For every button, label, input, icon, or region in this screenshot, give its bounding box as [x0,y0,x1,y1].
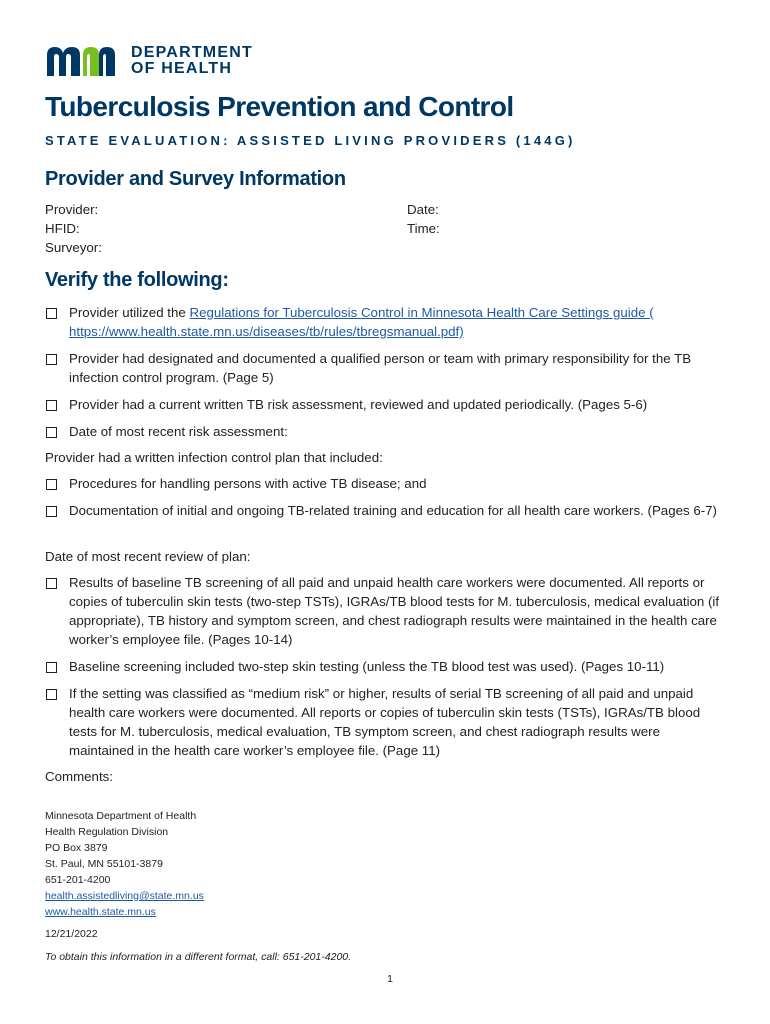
item-text: Results of baseline TB screening of all paid and unpaid health care workers were documented. All reports or copies of tuberculin skin tests (two-step TSTs), IGRAs/TB blood tests for M. tuberculosis, medical evaluation (if appropriate), TB history and symptom screen, and chest radiograph results were maintained in the health care worker’s employee file. (Pages 10-14) [69,575,720,647]
checklist-item-qualified-person [45,349,735,387]
regulations-guide-link[interactable]: Regulations for Tuberculosis Control in Minnesota Health Care Settings guide ( [189,305,654,320]
logo-line-1: DEPARTMENT [131,44,253,61]
logo-wordmark [131,45,253,77]
footer-division: Health Regulation Division [45,826,169,838]
hfid-label: HFID: [45,221,80,236]
plan-intro-text: Provider had a written infection control plan that included: [45,450,383,465]
checklist-item-active-tb-procedures [45,474,735,493]
footer-contact [45,808,204,920]
plan-review-date-text: Date of most recent review of plan: [45,549,251,564]
item-text: Provider utilized the [69,305,190,320]
footer-alt-format-note: To obtain this information in a different format, call: 651-201-4200. [45,951,352,963]
logo-line-2: OF HEALTH [131,60,233,77]
footer-phone: 651-201-4200 [45,874,111,886]
checklist-item-baseline-screening-results [45,573,735,649]
item-text: Provider had designated and documented a qualified person or team with primary responsibility for the TB infection control program. (Page 5) [69,351,692,385]
item-text: Procedures for handling persons with active TB disease; and [69,476,427,491]
comments-label: Comments: [45,769,113,784]
page-number: 1 [387,973,393,985]
footer-date: 12/21/2022 [45,928,98,940]
checkbox[interactable] [46,578,57,589]
page-title: Tuberculosis Prevention and Control [45,91,514,122]
mn-logo-mark-icon [45,45,123,77]
checklist-item-two-step-testing [45,657,735,676]
footer-po-box: PO Box 3879 [45,842,108,854]
time-label: Time: [407,221,440,236]
provider-info-block [45,200,735,257]
item-text: Date of most recent risk assessment: [69,424,288,439]
regulations-guide-url-link[interactable]: https://www.health.state.mn.us/diseases/tb/rules/tbregsmanual.pdf) [69,324,464,339]
item-text: Baseline screening included two-step skin testing (unless the TB blood test was used). (Pages 10-11) [69,659,665,674]
item-text: Documentation of initial and ongoing TB-related training and education for all health care workers. (Pages 6-7) [69,503,717,518]
checkbox[interactable] [46,427,57,438]
checkbox[interactable] [46,662,57,673]
provider-section-heading: Provider and Survey Information [45,168,346,190]
footer-website-link[interactable]: www.health.state.mn.us [45,906,156,918]
page-subtitle: STATE EVALUATION: ASSISTED LIVING PROVIDERS (144G) [45,133,576,148]
surveyor-label: Surveyor: [45,240,102,255]
date-label: Date: [407,202,439,217]
checkbox[interactable] [46,354,57,365]
checklist-item-serial-screening [45,684,735,760]
checkbox[interactable] [46,689,57,700]
checkbox[interactable] [46,506,57,517]
footer-city: St. Paul, MN 55101-3879 [45,858,163,870]
checkbox[interactable] [46,479,57,490]
checklist-item-risk-assessment [45,395,735,414]
verify-section-heading: Verify the following: [45,269,229,291]
mdh-logo [45,44,253,78]
provider-label: Provider: [45,202,99,217]
footer-org: Minnesota Department of Health [45,810,197,822]
item-text: Provider had a current written TB risk assessment, reviewed and updated periodically. (Pages 5-6) [69,397,648,412]
item-text: If the setting was classified as “medium risk” or higher, results of serial TB screening of all paid and unpaid health care workers were documented. All reports or copies of tuberculin skin tests (TSTs), IGRAs/TB blood tests for M. tuberculosis, medical evaluation, TB symptom screen, and chest radiograph results were maintained in the health care worker’s employee file. (Page 11) [69,686,701,758]
checklist-item-risk-assessment-date [45,422,735,441]
checklist-item-training-documentation [45,501,735,520]
checkbox[interactable] [46,400,57,411]
checklist-item-regulations-guide [45,303,735,341]
footer-email-link[interactable]: health.assistedliving@state.mn.us [45,890,204,902]
checkbox[interactable] [46,308,57,319]
